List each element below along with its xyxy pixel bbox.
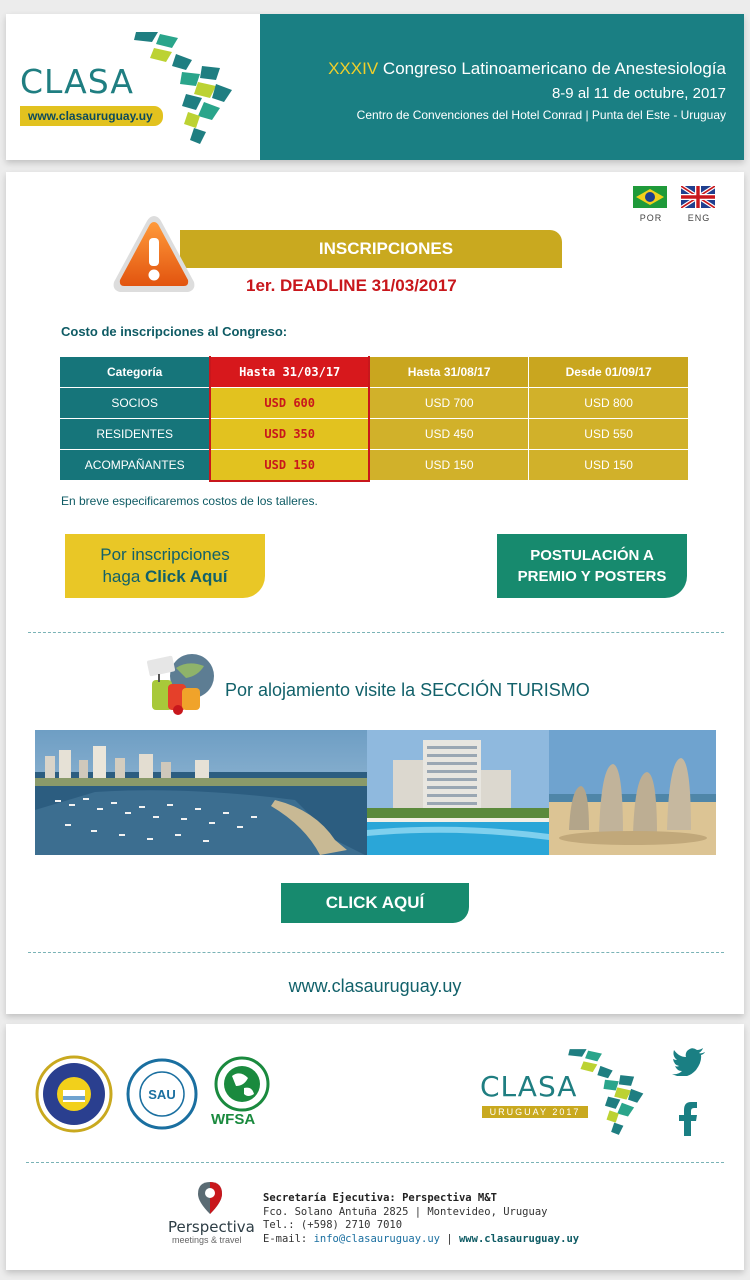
register-button-line2[interactable] xyxy=(65,566,265,588)
hotel-pool-photo xyxy=(367,730,549,855)
lang-por[interactable] xyxy=(633,186,669,223)
clasa-logo-text: CLASA xyxy=(20,62,134,101)
table-cell: USD 450 xyxy=(369,419,529,450)
registration-banner: INSCRIPCIONES xyxy=(180,230,562,268)
table-row xyxy=(60,419,689,450)
table-cell: USD 600 xyxy=(210,388,369,419)
wfsa-logo-text: WFSA xyxy=(211,1111,256,1128)
address-text: Fco. Solano Antuña 2825 | Montevideo, Uruguay xyxy=(263,1205,548,1218)
luggage-icon xyxy=(142,650,218,716)
footer xyxy=(6,1024,744,1270)
contact-separator: | xyxy=(440,1232,459,1245)
congress-dates: 8-9 al 11 de octubre, 2017 xyxy=(551,85,726,102)
sau-logo xyxy=(124,1056,200,1132)
deadline-text: 1er. DEADLINE 31/03/2017 xyxy=(246,276,457,295)
secretariat-label: Secretaría Ejecutiva: Perspectiva M&T xyxy=(263,1192,497,1204)
tourism-text: Por alojamiento visite la SECCIÓN TURISMO xyxy=(225,680,590,700)
table-cell: ACOMPAÑANTES xyxy=(60,450,211,481)
site-url-link[interactable]: www.clasauruguay.uy xyxy=(288,976,462,996)
main-content xyxy=(6,172,744,1014)
table-cell: USD 550 xyxy=(529,419,689,450)
lang-por-label[interactable]: POR xyxy=(639,213,663,223)
lang-eng[interactable] xyxy=(681,186,717,223)
header xyxy=(6,14,744,160)
workshop-note: En breve especificaremos costos de los talleres. xyxy=(61,494,318,508)
hand-sculpture-photo xyxy=(549,730,716,855)
table-cell: USD 800 xyxy=(529,388,689,419)
brazil-flag-icon[interactable] xyxy=(633,186,667,208)
warning-icon xyxy=(110,212,198,296)
clasa-logo-url[interactable]: www.clasauruguay.uy xyxy=(20,106,163,126)
table-header-cell: Hasta 31/03/17 xyxy=(210,357,369,388)
tourism-click-button[interactable]: CLICK AQUÍ xyxy=(281,883,469,923)
table-cell: USD 150 xyxy=(369,450,529,481)
table-cell: RESIDENTES xyxy=(60,419,211,450)
award-button-line2[interactable]: PREMIO Y POSTERS xyxy=(517,568,667,585)
footer-clasa-logo-sub: URUGUAY 2017 xyxy=(482,1106,588,1118)
email-line xyxy=(263,1233,579,1247)
tel-text: Tel.: (+598) 2710 7010 xyxy=(263,1219,403,1231)
perspectiva-logo-text: Perspectiva xyxy=(168,1218,255,1236)
location-pin-icon xyxy=(196,1180,224,1216)
fees-table xyxy=(59,356,689,482)
register-button-line2b[interactable]: Click Aquí xyxy=(145,567,228,586)
divider xyxy=(26,1162,724,1163)
anesthesia-seal-logo xyxy=(32,1052,116,1136)
congress-venue: Centro de Convenciones del Hotel Conrad | Punta del Este - Uruguay xyxy=(356,108,726,122)
table-row xyxy=(60,450,689,481)
table-header-row xyxy=(60,357,689,388)
table-cell: USD 700 xyxy=(369,388,529,419)
table-row xyxy=(60,388,689,419)
divider xyxy=(28,952,724,953)
congress-title xyxy=(328,59,726,79)
register-button[interactable] xyxy=(65,534,265,598)
congress-name: Congreso Latinoamericano de Anestesiología xyxy=(382,59,726,78)
twitter-icon[interactable] xyxy=(672,1048,706,1076)
latin-america-map-icon xyxy=(126,28,238,148)
divider xyxy=(28,632,724,633)
table-cell: USD 150 xyxy=(210,450,369,481)
register-button-line2a[interactable]: haga xyxy=(102,567,146,586)
email-label: E-mail: xyxy=(263,1232,314,1245)
marina-photo xyxy=(35,730,367,855)
email-link[interactable]: info@clasauruguay.uy xyxy=(313,1232,441,1245)
contact-block xyxy=(263,1192,579,1246)
table-cell: SOCIOS xyxy=(60,388,211,419)
facebook-icon[interactable] xyxy=(678,1102,698,1136)
award-button-line1[interactable]: POSTULACIÓN A xyxy=(530,547,654,564)
register-button-line1[interactable]: Por inscripciones xyxy=(100,545,230,564)
table-cell: USD 150 xyxy=(529,450,689,481)
perspectiva-logo-sub: meetings & travel xyxy=(172,1235,242,1245)
table-header-cell: Hasta 31/08/17 xyxy=(369,357,529,388)
uk-flag-icon[interactable] xyxy=(681,186,715,208)
footer-clasa-logo-text: CLASA xyxy=(480,1070,578,1103)
table-cell: USD 350 xyxy=(210,419,369,450)
table-header-cell: Categoría xyxy=(60,357,211,388)
award-posters-button[interactable] xyxy=(497,534,687,598)
header-band xyxy=(260,14,744,160)
lang-eng-label[interactable]: ENG xyxy=(687,213,711,223)
congress-number: XXXIV xyxy=(328,59,379,78)
table-header-cell: Desde 01/09/17 xyxy=(529,357,689,388)
web-link[interactable]: www.clasauruguay.uy xyxy=(458,1232,580,1245)
costs-title: Costo de inscripciones al Congreso: xyxy=(61,324,288,339)
sau-logo-text: SAU xyxy=(148,1087,176,1102)
